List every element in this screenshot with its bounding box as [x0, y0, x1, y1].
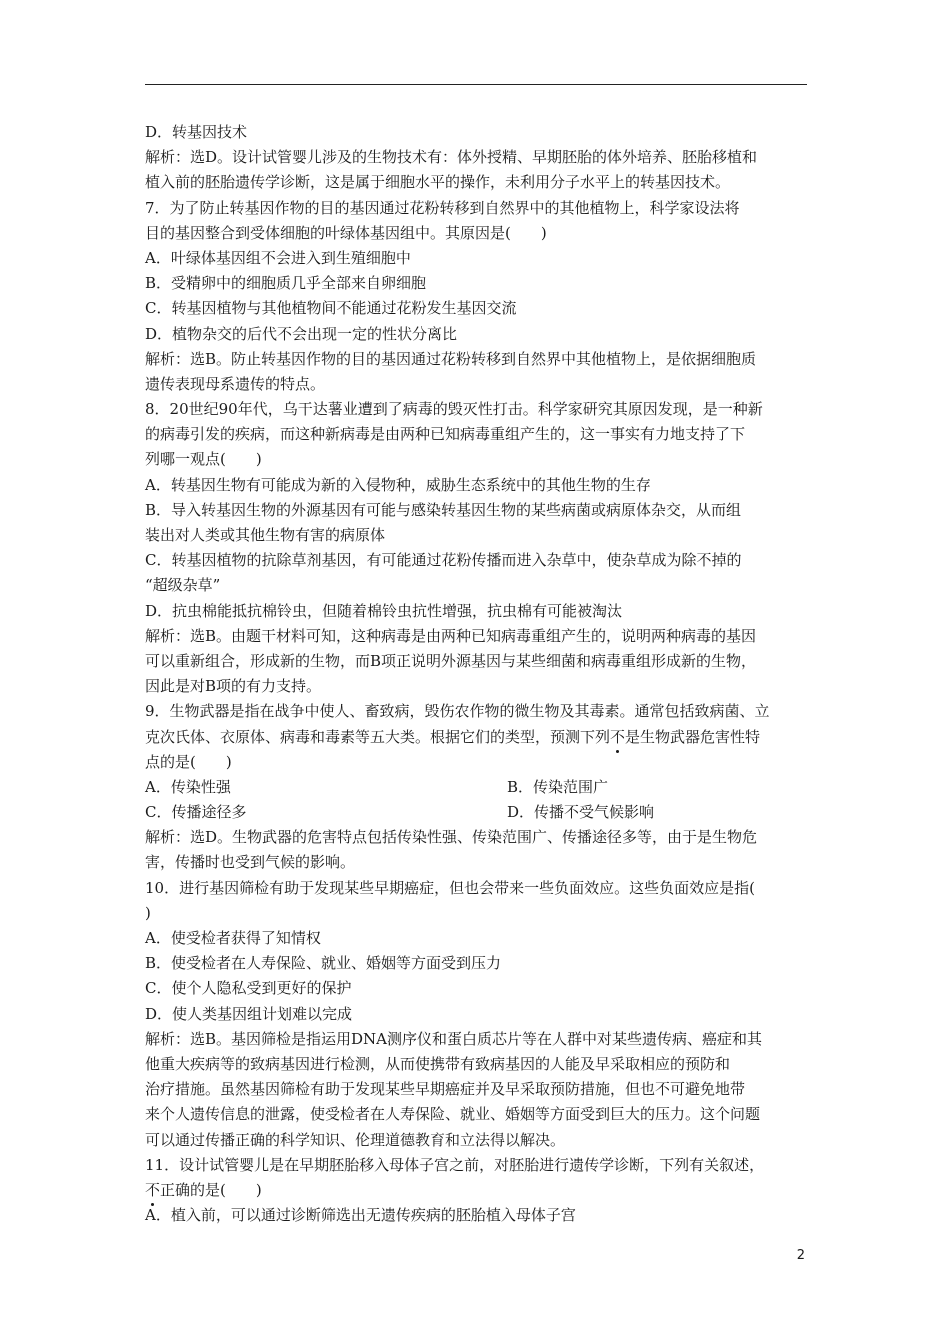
question-11-line1: 11．设计试管婴儿是在早期胚胎移入母体子宫之前，对胚胎进行遗传学诊断，下列有关叙述， [145, 1155, 765, 1174]
page-number: 2 [796, 1248, 805, 1263]
q9-line2-text-a: 克次氏体、衣原体、病毒和毒素等五大类。根据它们的类型，预测下列 [145, 727, 611, 746]
q10-option-b: B．使受检者在人寿保险、就业、婚姻等方面受到压力 [145, 954, 502, 973]
q10-option-c: C．使个人隐私受到更好的保护 [145, 979, 352, 998]
analysis-q9-line1: 解析：选D。生物武器的危害特点包括传染性强、传染范围广、传播途径多等，由于是生物危 [145, 828, 758, 847]
q7-option-c: C．转基因植物与其他植物间不能通过花粉发生基因交流 [145, 299, 517, 318]
q11-option-a: A．植入前，可以通过诊断筛选出无遗传疾病的胚胎植入母体子宫 [145, 1206, 576, 1225]
option-d-q6: D．转基因技术 [145, 123, 248, 141]
analysis-q10-line1: 解析：选B。基因筛检是指运用DNA测序仪和蛋白质芯片等在人群中对某些遗传病、癌症和其 [145, 1029, 763, 1048]
analysis-q8-line3: 因此是对B项的有力支持。 [145, 677, 322, 696]
analysis-q7-line2: 遗传表现母系遗传的特点。 [145, 374, 326, 393]
question-9-line3: 点的是( ) [145, 752, 232, 771]
analysis-q8-line1: 解析：选B。由题干材料可知，这种病毒是由两种已知病毒重组产生的，说明两种病毒的基因 [145, 626, 757, 645]
analysis-q10-line3: 治疗措施。虽然基因筛检有助于发现某些早期癌症并及早采取预防措施，但也不可避免地带 [145, 1080, 746, 1099]
question-9-line2 [145, 725, 813, 750]
question-7-line2: 目的基因整合到受体细胞的叶绿体基因组中。其原因是( ) [145, 223, 547, 242]
q9-options-row1 [145, 775, 813, 800]
analysis-q10-line2: 他重大疾病等的致病基因进行检测，从而使携带有致病基因的人能及早采取相应的预防和 [145, 1054, 731, 1073]
q8-option-c-line2: “超级杂草” [145, 576, 221, 595]
analysis-q6-line1: 解析：选D。设计试管婴儿涉及的生物技术有：体外授精、早期胚胎的体外培养、胚胎移植和 [145, 148, 758, 167]
q10-option-d: D．使人类基因组计划难以完成 [145, 1004, 353, 1023]
q7-option-b: B．受精卵中的细胞质几乎全部来自卵细胞 [145, 274, 427, 293]
q7-option-a: A．叶绿体基因组不会进入到生殖细胞中 [145, 248, 411, 267]
question-10-line2: ) [145, 903, 151, 922]
q7-option-d: D．植物杂交的后代不会出现一定的性状分离比 [145, 324, 458, 343]
question-7-line1: 7．为了防止转基因作物的目的基因通过花粉转移到自然界中的其他植物上，科学家设法将 [145, 198, 740, 217]
q8-option-c-line1: C．转基因植物的抗除草剂基因，有可能通过花粉传播而进入杂草中，使杂草成为除不掉的 [145, 551, 742, 570]
q9-option-b: B．传染范围广 [507, 777, 609, 796]
q11-emphasis-not: 不 [145, 1178, 160, 1203]
q8-option-a: A．转基因生物有可能成为新的入侵物种，威胁生态系统中的其他生物的生存 [145, 475, 651, 494]
question-10-line1: 10．进行基因筛检有助于发现某些早期癌症，但也会带来一些负面效应。这些负面效应是指( [145, 878, 755, 897]
q10-option-a: A．使受检者获得了知情权 [145, 929, 321, 947]
analysis-q10-line5: 可以通过传播正确的科学知识、伦理道德教育和立法得以解决。 [145, 1130, 566, 1149]
q9-options-row2 [145, 800, 813, 825]
question-8-line2: 的病毒引发的疾病，而这种新病毒是由两种已知病毒重组产生的，这一事实有力地支持了下 [145, 425, 746, 444]
q8-option-b-line2: 装出对人类或其他生物有害的病原体 [145, 526, 386, 544]
q9-option-d: D．传播不受气候影响 [507, 803, 655, 822]
analysis-q10-line4: 来个人遗传信息的泄露，使受检者在人寿保险、就业、婚姻等方面受到巨大的压力。这个问题 [145, 1105, 761, 1124]
question-8-line3: 列哪一观点( ) [145, 450, 262, 469]
q9-option-a: A．传染性强 [145, 777, 231, 796]
page-content [145, 120, 813, 1228]
q8-option-d: D．抗虫棉能抵抗棉铃虫，但随着棉铃虫抗性增强，抗虫棉有可能被淘汰 [145, 601, 623, 620]
analysis-q9-line2: 害，传播时也受到气候的影响。 [145, 853, 356, 872]
analysis-q7-line1: 解析：选B。防止转基因作物的目的基因通过花粉转移到自然界中其他植物上，是依据细胞质 [145, 349, 757, 368]
question-8-line1: 8．20世纪90年代，乌干达薯业遭到了病毒的毁灭性打击。科学家研究其原因发现，是一种新 [145, 400, 763, 419]
q9-emphasis-not: 不 [610, 725, 625, 750]
question-11-line2 [145, 1178, 813, 1203]
q9-option-c: C．传播途径多 [145, 803, 247, 822]
q9-line2-text-b: 是生物武器危害性特 [625, 727, 761, 746]
q11-line2-text: 正确的是( ) [160, 1180, 262, 1199]
header-rule [145, 84, 807, 85]
q8-option-b-line1: B．导入转基因生物的外源基因有可能与感染转基因生物的某些病菌或病原体杂交，从而组 [145, 500, 742, 519]
analysis-q6-line2: 植入前的胚胎遗传学诊断，这是属于细胞水平的操作，未利用分子水平上的转基因技术。 [145, 173, 731, 192]
analysis-q8-line2: 可以重新组合，形成新的生物，而B项正说明外源基因与某些细菌和病毒重组形成新的生物， [145, 651, 757, 670]
question-9-line1: 9．生物武器是指在战争中使人、畜致病，毁伤农作物的微生物及其毒素。通常包括致病菌、立 [145, 702, 770, 721]
